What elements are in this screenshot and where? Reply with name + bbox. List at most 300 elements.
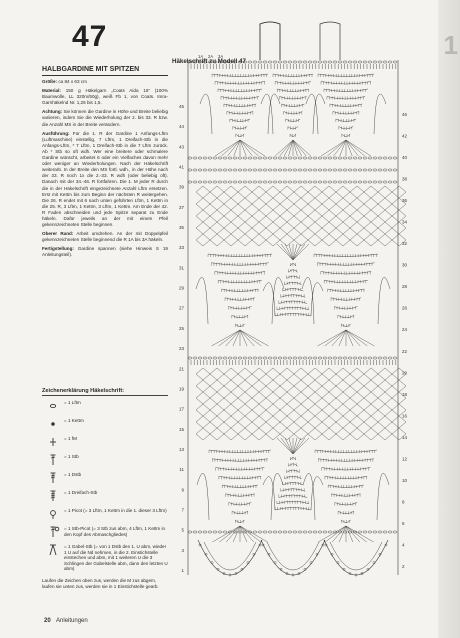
chain-stitch (233, 61, 237, 63)
lattice-mesh (308, 198, 322, 210)
lattice-mesh (210, 368, 224, 380)
chain-stitch (353, 169, 357, 171)
lattice-mesh (252, 380, 266, 392)
chain-stitch (228, 61, 232, 63)
chain-stitch (283, 181, 287, 183)
row-number-right: 8 (402, 499, 405, 505)
chain-stitch (368, 531, 372, 533)
lattice-mesh (336, 186, 350, 198)
lattice-mesh (308, 186, 322, 198)
chain-stitch (343, 357, 347, 359)
chain-stitch (388, 181, 392, 183)
chain-stitch (243, 357, 247, 359)
motif-stroke (225, 494, 254, 497)
chain-stitch (373, 531, 377, 533)
lattice-mesh (224, 428, 238, 440)
chain-stitch (358, 169, 362, 171)
chain-stitch (198, 531, 202, 533)
legend-item-text: = 1 Gabel-Stb (= von 1 Dstb den 1. U abm, wieder 1 U auf die Nd nehmen, in die 2. Einstichstelle einstechen und abm, mit 1 weiteren U die 3 Schlingen der Gabelstelle abm, dann den letzten U abm) (64, 544, 168, 572)
chain-stitch (343, 157, 347, 159)
chain-stitch (383, 531, 387, 533)
chain-stitch (238, 169, 242, 171)
motif-stroke (332, 330, 346, 346)
chain-stitch (333, 357, 337, 359)
motif-stroke (340, 140, 346, 156)
motif-stroke (327, 97, 365, 100)
lattice-mesh (364, 428, 378, 440)
lattice-mesh (364, 234, 378, 246)
motif-stroke (226, 330, 240, 346)
lattice-mesh (336, 222, 350, 234)
motif-stroke (341, 324, 351, 327)
chain-stitch (213, 181, 217, 183)
chain-stitch (323, 169, 327, 171)
chain-stitch (308, 357, 312, 359)
motif-stroke (346, 140, 352, 156)
row-number-right: 42 (402, 133, 408, 139)
chain-stitch (293, 531, 297, 533)
chain-stitch (343, 61, 347, 63)
lattice-mesh (322, 392, 336, 404)
lattice-mesh (308, 392, 322, 404)
motif-stroke (286, 276, 299, 279)
motif-stroke (221, 97, 259, 100)
lattice-mesh (378, 392, 392, 404)
chain-stitch (318, 357, 322, 359)
row-number-left: 21 (178, 366, 184, 372)
chain-stitch (268, 169, 272, 171)
motif-stroke (200, 94, 212, 134)
chain-stitch (298, 169, 302, 171)
row-number-left: 29 (178, 285, 184, 291)
row-number-right: 16 (402, 413, 408, 419)
chain-stitch (328, 181, 332, 183)
lattice-mesh (210, 428, 224, 440)
row-number-right: 34 (402, 219, 408, 225)
motif-stroke (240, 526, 254, 542)
motif-stroke (275, 508, 311, 511)
chain-stitch (248, 157, 252, 159)
chain-stitch (363, 169, 367, 171)
lattice-mesh (308, 428, 322, 440)
legend-item (42, 400, 168, 412)
chain-stitch (218, 157, 222, 159)
chain-stitch (378, 169, 382, 171)
lattice-mesh (224, 404, 238, 416)
motif-stroke (332, 526, 346, 542)
lattice-mesh (336, 368, 350, 380)
single-crochet-icon (42, 436, 64, 448)
chain-stitch (388, 61, 392, 63)
lattice-mesh (238, 392, 252, 404)
row-number-left: 1 (181, 568, 184, 573)
lattice-mesh (364, 210, 378, 222)
bottom-scallop (267, 542, 319, 570)
legend-item-text: = 1 Dreifach-Stb (64, 490, 98, 495)
top-tab (260, 22, 280, 60)
chain-stitch (303, 181, 307, 183)
motif-stroke (325, 526, 346, 542)
chain-stitch (328, 531, 332, 533)
row-number-right: 18 (402, 391, 408, 397)
row-number-right: 24 (402, 327, 408, 333)
lattice-mesh (224, 392, 238, 404)
lattice-mesh (210, 186, 224, 198)
lattice-mesh (336, 392, 350, 404)
lattice-mesh (238, 234, 252, 246)
spec-paragraph (42, 109, 168, 127)
lattice-mesh (294, 210, 308, 222)
chain-stitch (338, 61, 342, 63)
lattice-mesh (196, 222, 210, 234)
row-number-right: 26 (402, 305, 408, 311)
motif-stroke (331, 494, 360, 497)
motif-stroke (346, 330, 360, 346)
lattice-mesh (364, 392, 378, 404)
legend-item-text: = 1 fM (64, 436, 77, 441)
lattice-mesh (196, 392, 210, 404)
lattice-mesh (210, 380, 224, 392)
chain-stitch (388, 531, 392, 533)
lattice-mesh (378, 380, 392, 392)
chain-stitch (308, 181, 312, 183)
row-number-left: 17 (178, 406, 184, 412)
stb-picot-icon (42, 526, 64, 538)
motif-stroke (240, 330, 247, 346)
lattice-mesh (280, 186, 294, 198)
motif-stroke (229, 503, 251, 506)
lattice-mesh (322, 222, 336, 234)
spec-text: ca 84 x 63 cm (57, 79, 87, 84)
lattice-mesh (294, 380, 308, 392)
motif-stroke (233, 127, 247, 130)
motif-stroke (240, 140, 246, 156)
chain-stitch (303, 61, 307, 63)
row-number-left: 15 (178, 426, 184, 432)
motif-stroke (277, 244, 293, 260)
chain-stitch (383, 157, 387, 159)
chain-stitch (308, 157, 312, 159)
chain-stitch (323, 181, 327, 183)
footer-section: Anleitungen (56, 618, 88, 624)
motif-stroke (240, 140, 259, 156)
row-number-right: 4 (402, 542, 405, 548)
spec-label: Fertigstellung: (42, 246, 74, 252)
chain-stitch (263, 169, 267, 171)
chain-stitch (388, 169, 392, 171)
chain-stitch (188, 181, 192, 183)
lattice-mesh (238, 404, 252, 416)
chain-stitch (238, 181, 242, 183)
lattice-mesh (280, 380, 294, 392)
chain-stitch (288, 157, 292, 159)
chain-stitch (298, 181, 302, 183)
lattice-mesh (378, 368, 392, 380)
motif-stroke (219, 476, 261, 479)
motif-stroke (315, 450, 377, 453)
chain-stitch (228, 357, 232, 359)
lattice-mesh (280, 222, 294, 234)
lattice-mesh (280, 392, 294, 404)
motif-stroke (225, 298, 255, 301)
motif-stroke (240, 330, 254, 346)
chain-stitch (353, 181, 357, 183)
chain-stitch (258, 169, 262, 171)
motif-stroke (306, 94, 318, 134)
legend-item-text: = 1 Kettm (64, 418, 84, 423)
motif-stroke (321, 140, 346, 156)
lattice-mesh (266, 186, 280, 198)
chain-stitch (368, 357, 372, 359)
row-number-right: 28 (402, 284, 408, 290)
chain-stitch (193, 169, 197, 171)
chain-stitch (243, 61, 247, 63)
pineapple-motif (306, 74, 386, 156)
motif-stroke (293, 438, 309, 454)
motif-stroke (321, 272, 371, 275)
lattice-mesh (224, 234, 238, 246)
motif-stroke (277, 307, 309, 310)
lattice-mesh (266, 416, 280, 428)
model-title: HALBGARDINE MIT SPITZEN (42, 66, 168, 76)
lattice-mesh (336, 198, 350, 210)
lattice-mesh (350, 380, 364, 392)
chain-stitch (378, 181, 382, 183)
row-number-left: 3 (181, 547, 184, 553)
lattice-mesh (210, 210, 224, 222)
lattice-mesh (238, 222, 252, 234)
lattice-mesh (280, 416, 294, 428)
chain-stitch (308, 169, 312, 171)
lattice-mesh (238, 198, 252, 210)
motif-stroke (263, 477, 275, 510)
chain-stitch (268, 531, 272, 533)
lattice-mesh (364, 222, 378, 234)
motif-stroke (215, 82, 265, 85)
lattice-mesh (350, 404, 364, 416)
lattice-mesh (350, 416, 364, 428)
lattice-mesh (308, 210, 322, 222)
chain-stitch (383, 357, 387, 359)
row-number-left: 27 (178, 305, 184, 311)
spec-label: Oberer Rand: (42, 231, 74, 237)
lattice-mesh (252, 404, 266, 416)
lattice-mesh (294, 416, 308, 428)
motif-stroke (330, 104, 362, 107)
double-crochet-icon (42, 454, 64, 466)
chain-stitch (358, 357, 362, 359)
chain-stitch (238, 157, 242, 159)
pineapple-motif (303, 450, 389, 542)
chain-stitch (258, 61, 262, 63)
page-number: 20 (44, 618, 51, 624)
lattice-mesh (224, 368, 238, 380)
motif-stroke (215, 140, 240, 156)
legend-item (42, 544, 168, 572)
legend-title: Zeichenerklärung Häkelschrift: (42, 388, 168, 396)
chain-stitch (233, 169, 237, 171)
lattice-mesh (378, 198, 392, 210)
row-number-right: 46 (402, 112, 408, 117)
chain-stitch (368, 61, 372, 63)
motif-stroke (228, 140, 240, 156)
chain-stitch (278, 357, 282, 359)
chain-stitch (203, 157, 207, 159)
chain-stitch (363, 357, 367, 359)
chain-stitch (303, 357, 307, 359)
chain-stitch (223, 181, 227, 183)
legend-item (42, 472, 168, 484)
top-tab (260, 22, 280, 60)
lattice-mesh (364, 198, 378, 210)
chain-stitch (298, 157, 302, 159)
lattice-mesh (322, 416, 336, 428)
spec-text: 150 g Häkelgarn „Coats Aida 15“ (100% Baumwolle, LL 320m/50g), weiß Fb 1, von Coats. Imra-Garnhäkelnd Nr. 1,25 bis 1,5. (42, 88, 168, 106)
motif-stroke (313, 94, 325, 134)
chain-stitch (223, 357, 227, 359)
chain-stitch (198, 61, 202, 63)
chain-stitch (238, 357, 242, 359)
row-number-right: 36 (402, 198, 408, 204)
edge-number-mark: 1 (443, 30, 458, 60)
motif-stroke (325, 330, 346, 346)
motif-stroke (324, 89, 368, 92)
motif-stroke (277, 501, 309, 504)
chain-stitch (328, 169, 332, 171)
row-number-left: 35 (178, 225, 184, 231)
chain-stitch (268, 357, 272, 359)
chain-stitch (203, 531, 207, 533)
lattice-mesh (350, 428, 364, 440)
chain-stitch (338, 357, 342, 359)
chain-stitch (203, 61, 207, 63)
lattice-mesh (238, 380, 252, 392)
motif-stroke (215, 272, 265, 275)
motif-stroke (346, 330, 353, 346)
motif-stroke (212, 330, 240, 346)
chain-stitch (353, 157, 357, 159)
lattice-mesh (238, 186, 252, 198)
spec-label: Achtung: (42, 109, 63, 115)
lattice-mesh (294, 222, 308, 234)
lattice-mesh (378, 210, 392, 222)
lattice-mesh (224, 210, 238, 222)
motif-stroke (279, 301, 307, 304)
chain-stitch (328, 357, 332, 359)
motif-stroke (325, 476, 367, 479)
motif-stroke (221, 140, 240, 156)
chain-stitch (258, 157, 262, 159)
motif-stroke (277, 438, 293, 454)
chain-stitch (208, 169, 212, 171)
chain-stitch (273, 181, 277, 183)
chain-stitch (378, 357, 382, 359)
lattice-mesh (266, 404, 280, 416)
lattice-mesh (224, 380, 238, 392)
motif-stroke (218, 89, 262, 92)
lattice-mesh (210, 198, 224, 210)
chain-stitch (273, 357, 277, 359)
chain-stitch (253, 531, 257, 533)
motif-stroke (327, 140, 346, 156)
spec-paragraph (42, 246, 168, 258)
row-number-left: 5 (181, 527, 184, 533)
lattice-mesh (224, 416, 238, 428)
edge-row-label: 2A (208, 54, 214, 59)
bottom-scallop (330, 542, 382, 570)
lattice-mesh (350, 198, 364, 210)
spec-paragraph (42, 79, 168, 85)
lattice-mesh (378, 404, 392, 416)
motif-stroke (240, 330, 261, 346)
lattice-mesh (336, 210, 350, 222)
motif-stroke (196, 277, 208, 324)
legend-item (42, 490, 168, 502)
lattice-mesh (378, 222, 392, 234)
motif-stroke (212, 459, 267, 462)
lattice-mesh (280, 198, 294, 210)
chain-stitch (253, 61, 257, 63)
spec-text: Für die 1. R der Gardine 1 Anfangs-Lftm (Luftmaschine) einstellig, 7 Lftm, 1 Dreifach-Stb in die Anfangs-Lftm, * 7 Lftm, 1 Dreifach-Stb in die 7 Lftm zurück. Ab * Stb so oft wdh. Wer eine breitere oder schmalere Gardine wünscht, arbeitet 6 oder ein Vielfaches davon mehr oder weniger an Wiederholungen. Nach der Häkelschrift weiterarb. In der Breite den MS fortl. wdh., in der Höhe nach der 33. R noch 1x die 2.-33. R wdh (oder beliebig oft). Danach mit der 34.-46. R fortfahren. Die 1. M jeder R durch die in der Häkelschrift eingezeichnete Anzahl Lftm ersetzen. Erst mit Kettm bis zum Beginn der nächsten R weitergehen. Die 26. R endet mit 6 nach unten geführten Lftm, 1 Kettm in die 25. R, 3 Lftm, 1 Kettm, 3 Lftm, 1 Kettm. Am Ende der 42. R Faden abschneiden und jede Spitze separat zu Ende häkeln. Dafür jeweils an der mit einem Pfeil gekennzeichneten Stelle beginnen. (42, 130, 168, 228)
row-number-left: 9 (181, 487, 184, 493)
bottom-scallop (324, 540, 388, 575)
fork-stitch-icon (42, 544, 64, 556)
chain-stitch (278, 181, 282, 183)
chain-stitch (213, 531, 217, 533)
chain-stitch (278, 531, 282, 533)
motif-stroke (282, 104, 305, 107)
lattice-mesh (210, 416, 224, 428)
chain-stitch (268, 157, 272, 159)
pineapple-motif (302, 254, 390, 346)
chain-stitch (348, 357, 352, 359)
lattice-mesh (308, 416, 322, 428)
chain-stitch (198, 357, 202, 359)
lattice-mesh (294, 198, 308, 210)
motif-stroke (235, 324, 245, 327)
chain-stitch (293, 61, 297, 63)
motif-stroke (346, 140, 358, 156)
motif-stroke (240, 140, 252, 156)
chain-stitch (188, 357, 192, 359)
motif-stroke (275, 314, 311, 317)
chain-stitch (258, 531, 262, 533)
lattice-mesh (322, 380, 336, 392)
lattice-mesh (364, 416, 378, 428)
lattice-mesh (294, 368, 308, 380)
chain-stitch (333, 61, 337, 63)
motif-stroke (346, 526, 374, 542)
motif-stroke (293, 244, 309, 260)
lattice-mesh (252, 392, 266, 404)
chain-stitch (268, 181, 272, 183)
lattice-mesh (322, 234, 336, 246)
motif-stroke (293, 438, 301, 454)
row-number-left: 13 (178, 446, 184, 452)
lattice-mesh (308, 222, 322, 234)
lattice-mesh (224, 186, 238, 198)
lattice-mesh (308, 380, 322, 392)
motif-stroke (284, 140, 293, 156)
chain-stitch (303, 169, 307, 171)
motif-stroke (293, 140, 306, 156)
motif-stroke (342, 134, 350, 137)
pineapple-motif (200, 74, 280, 156)
triple-treble-icon (42, 490, 64, 502)
motif-stroke (240, 526, 247, 542)
chain-stitch (278, 157, 282, 159)
chain-stitch (243, 157, 247, 159)
